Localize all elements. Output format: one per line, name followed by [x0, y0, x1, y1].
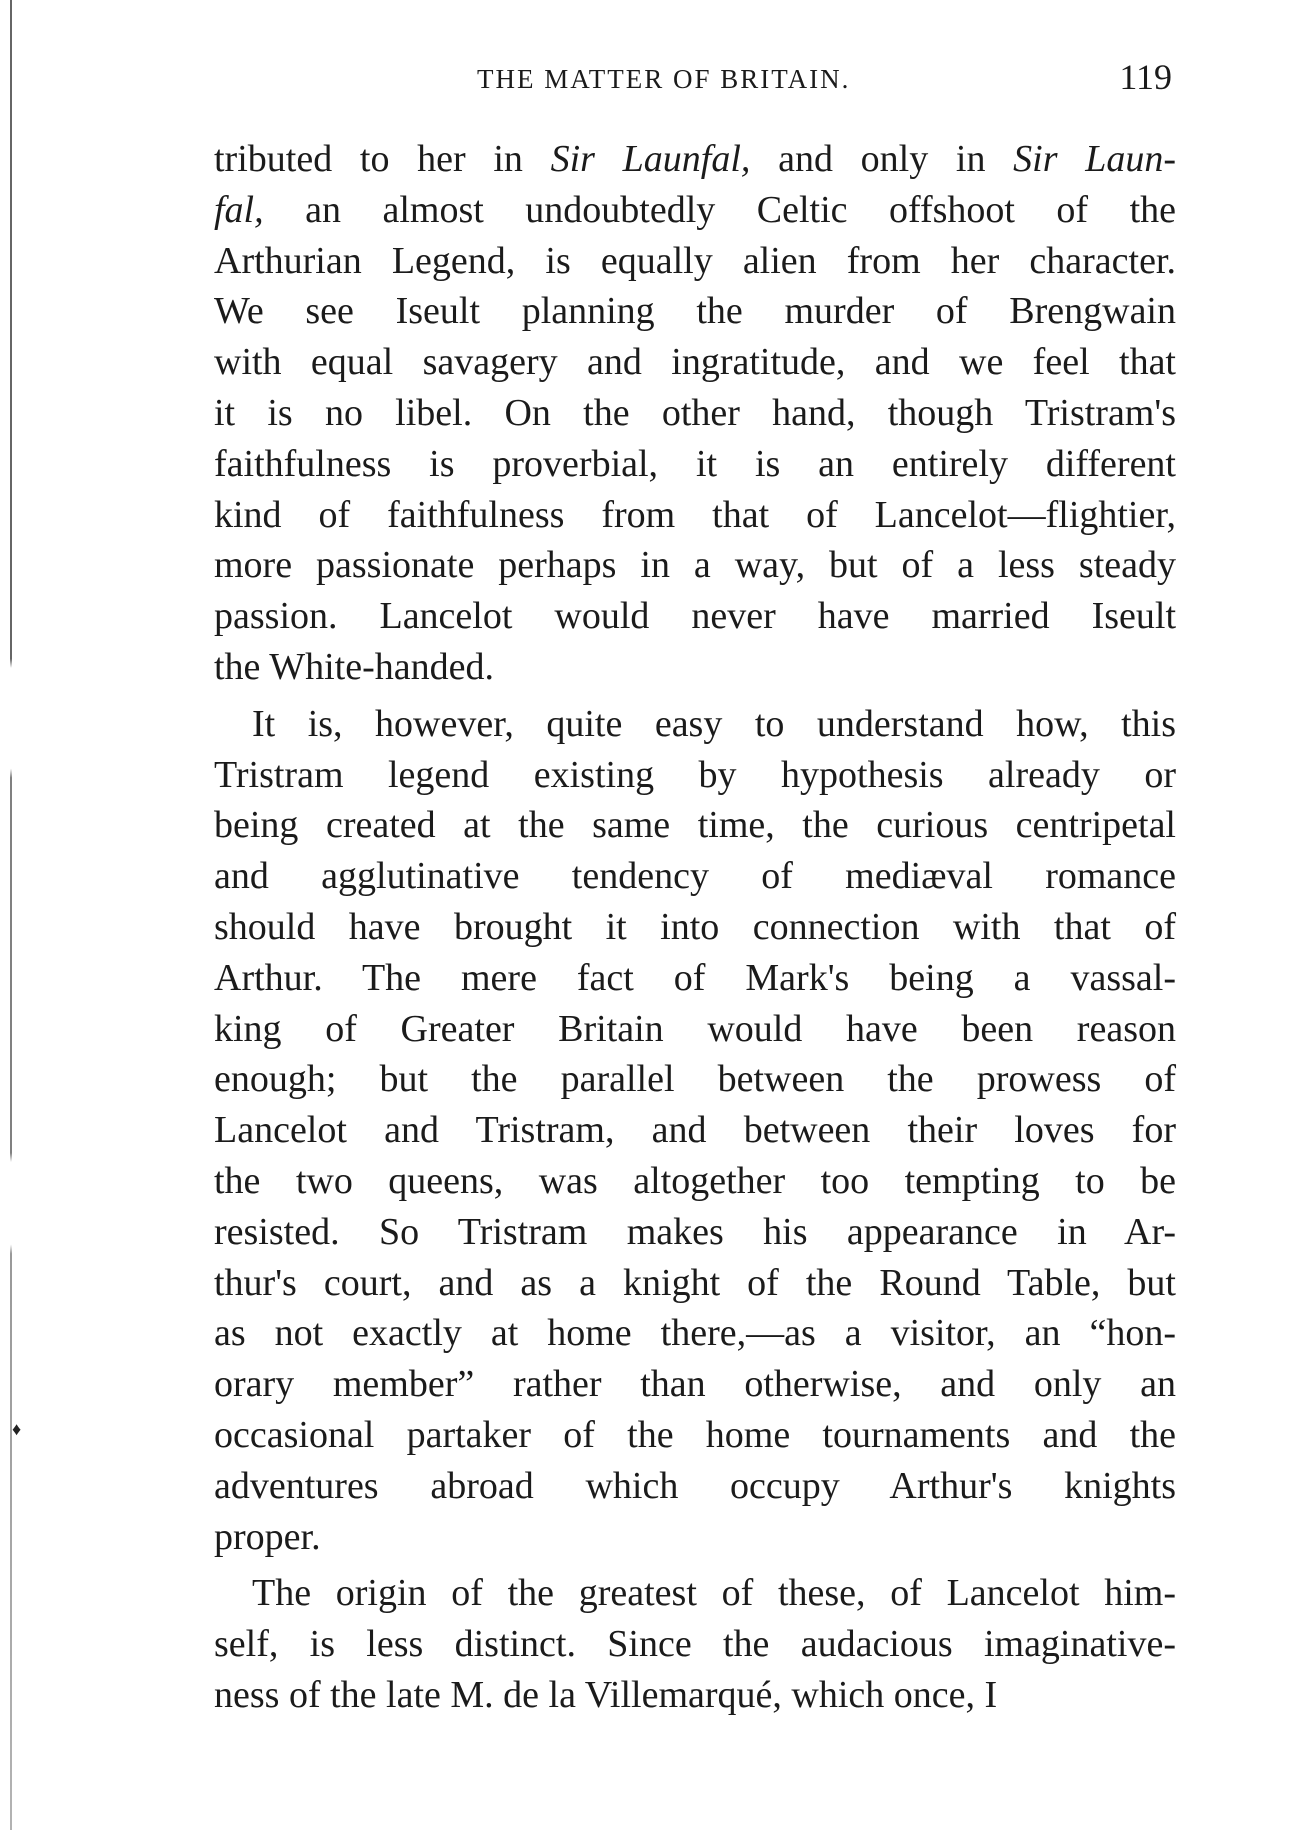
text-line [214, 1004, 1176, 1055]
text-line [214, 750, 1176, 801]
text-run: Arthurian Legend, is equally alien from her character. [214, 239, 1176, 282]
text-run: resisted. So Tristram makes his appearance in Ar- [214, 1210, 1176, 1253]
text-run: with equal savagery and ingratitude, and we feel that [214, 341, 1176, 384]
text-line [214, 286, 1176, 337]
body-text [214, 134, 1176, 1721]
text-run: It is, however, quite easy to understand how, this [252, 702, 1176, 745]
text-run: Lancelot and Tristram, and between their loves for [214, 1109, 1176, 1152]
text-run: self, is less distinct. Since the audacious imaginative- [214, 1623, 1176, 1666]
text-run: tributed to her in [214, 138, 551, 180]
text-run: the two queens, was altogether too tempting to be [214, 1159, 1176, 1202]
italic-title: fal, [214, 188, 264, 231]
italic-title: Sir Laun- [1013, 138, 1176, 180]
text-line [214, 1359, 1176, 1410]
text-line [214, 1512, 1176, 1563]
text-run: kind of faithfulness from that of Lancelot—flightier, [214, 493, 1176, 536]
text-line [214, 490, 1176, 541]
text-line [214, 1410, 1176, 1461]
text-line [214, 1619, 1176, 1670]
text-run: it is no libel. On the other hand, though Tristram's [214, 391, 1176, 434]
running-head: THE MATTER OF BRITAIN. [477, 64, 851, 94]
text-line [214, 236, 1176, 287]
paragraph [214, 1568, 1176, 1720]
text-run: Arthur. The mere fact of Mark's being a vassal- [214, 956, 1176, 999]
text-line [214, 1461, 1176, 1512]
text-run: thur's court, and as a knight of the Round Table, but [214, 1261, 1176, 1304]
text-line [214, 591, 1176, 642]
text-line [214, 1308, 1176, 1359]
text-line [214, 902, 1176, 953]
text-run: and only in [750, 138, 1014, 180]
text-run: being created at the same time, the curious centripetal [214, 804, 1176, 847]
text-line [214, 337, 1176, 388]
paragraph [214, 699, 1176, 1563]
text-run: orary member” rather than otherwise, and only an [214, 1363, 1176, 1406]
text-run: the White-handed. [214, 645, 494, 688]
text-run: ness of the late M. de la Villemarqué, which once, I [214, 1673, 998, 1716]
text-run: king of Greater Britain would have been reason [214, 1007, 1176, 1050]
text-run: and agglutinative tendency of mediæval romance [214, 855, 1176, 898]
text-line [214, 1258, 1176, 1309]
text-run: proper. [214, 1515, 321, 1558]
text-line [214, 699, 1176, 750]
text-run: as not exactly at home there,—as a visitor, an “hon- [214, 1312, 1176, 1355]
text-line [214, 1105, 1176, 1156]
text-run: an almost undoubtedly Celtic offshoot of the [263, 188, 1176, 231]
page-header [212, 56, 1172, 106]
text-line [214, 439, 1176, 490]
text-line [214, 800, 1176, 851]
text-line [214, 953, 1176, 1004]
text-line [214, 1568, 1176, 1619]
text-run: should have brought it into connection with that of [214, 905, 1176, 948]
text-run: passion. Lancelot would never have married Iseult [214, 595, 1176, 638]
text-line [214, 1670, 1176, 1721]
text-run: adventures abroad which occupy Arthur's knights [214, 1464, 1176, 1507]
margin-mark: ♦ [12, 1419, 22, 1439]
text-line [214, 642, 1176, 693]
text-line [214, 540, 1176, 591]
paragraph [214, 134, 1176, 693]
text-run: Tristram legend existing by hypothesis already or [214, 753, 1176, 796]
text-line [214, 1054, 1176, 1105]
text-run: more passionate perhaps in a way, but of a less steady [214, 544, 1176, 587]
text-run: The origin of the greatest of these, of Lancelot him- [252, 1572, 1176, 1615]
text-run: faithfulness is proverbial, it is an entirely different [214, 442, 1176, 485]
text-line [214, 1207, 1176, 1258]
page-edge-shadow [10, 0, 12, 1830]
text-line [214, 1156, 1176, 1207]
page-number: 119 [1119, 57, 1172, 97]
text-line [214, 851, 1176, 902]
text-run: occasional partaker of the home tournaments and the [214, 1413, 1176, 1456]
italic-title: Sir Launfal, [550, 138, 751, 180]
text-line [214, 185, 1176, 236]
text-run: We see Iseult planning the murder of Brengwain [214, 290, 1176, 333]
text-run: enough; but the parallel between the prowess of [214, 1058, 1176, 1101]
text-line [214, 134, 1176, 185]
text-line [214, 388, 1176, 439]
